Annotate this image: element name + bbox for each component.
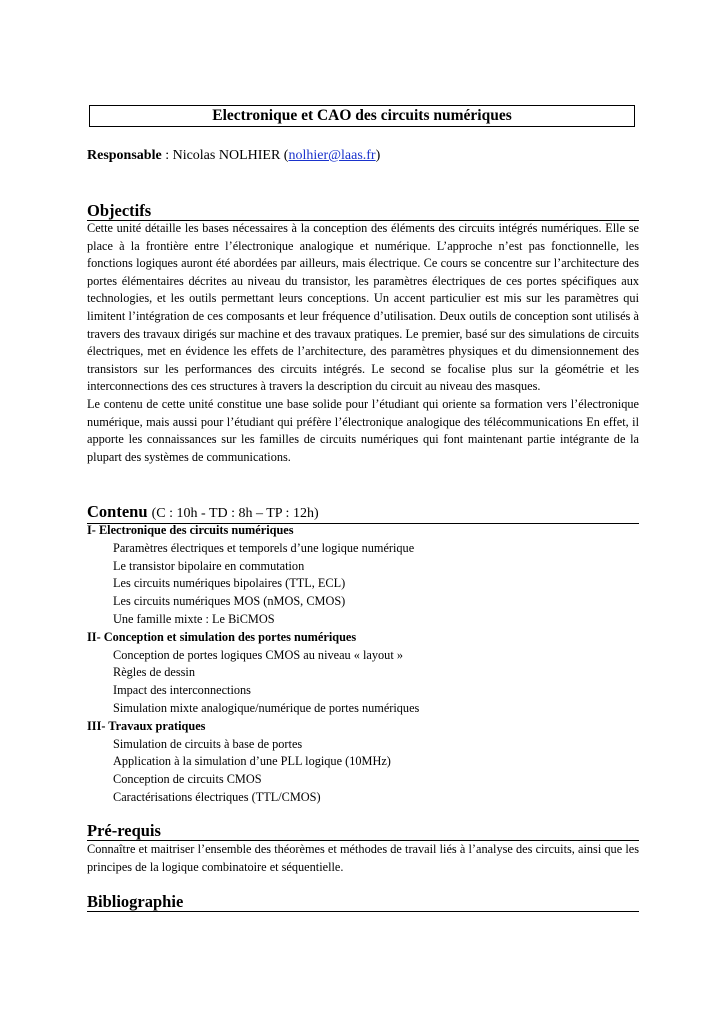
prerequis-heading <box>87 821 639 841</box>
responsable-email-link[interactable]: nolhier@laas.fr <box>288 148 376 163</box>
objectifs-heading <box>87 201 639 221</box>
list-item: Les circuits numériques MOS (nMOS, CMOS) <box>113 594 346 609</box>
list-item: Le transistor bipolaire en commutation <box>113 558 305 573</box>
contenu-heading <box>87 502 639 524</box>
list-item: Simulation de circuits à base de portes <box>113 736 303 751</box>
prerequis-paragraph: Connaître et maitriser l’ensemble des théorèmes et méthodes de travail liés à l’analyse des circuits, ainsi que les principes de la logique combinatoire et séquentielle. <box>87 842 639 874</box>
bibliographie-heading-text: Bibliographie <box>87 892 184 911</box>
list-item: Caractérisations électriques (TTL/CMOS) <box>113 789 321 804</box>
list-item: Paramètres électriques et temporels d’une logique numérique <box>113 540 415 555</box>
responsable-line <box>87 147 380 165</box>
objectifs-paragraph-1: Cette unité détaille les bases nécessaires à la conception des éléments des circuits intégrés numériques. Elle se place à la frontière entre l’électronique analogique et numérique. L’approche n’est pas fonctionnelle, les fonctions logiques auront été abordées par ailleurs, mais électrique. Ce cours se concentre sur l’architecture des portes élémentaires décrites au niveau du transistor, les paramètres électriques de ces portes spécifiques aux technologies, et les outils permettant leurs conceptions. Un accent particulier est mis sur les paramètres qui limitent l’intégration de ces composants et leur fréquence d’utilisation. Deux outils de conception sont utilisés à travers des travaux dirigés sur machine et des travaux pratiques. Le premier, basé sur des simulations de circuits électriques, met en évidence les effets de l’architecture, des paramètres physiques et du dimensionnement des transistors sur les performances des circuits intégrés. Le second se focalise plus sur la géométrie et les interconnections des ces structures à travers la description du circuit au niveau des masques. <box>87 221 639 394</box>
responsable-name: : Nicolas NOLHIER ( <box>161 148 289 163</box>
responsable-close: ) <box>375 148 381 163</box>
list-item: Une famille mixte : Le BiCMOS <box>113 611 275 626</box>
list-item: Conception de portes logiques CMOS au niveau « layout » <box>113 647 403 662</box>
prerequis-heading-text: Pré-requis <box>87 821 161 840</box>
responsable-label: Responsable <box>87 148 162 163</box>
bibliographie-heading <box>87 892 639 912</box>
list-item: Conception de circuits CMOS <box>113 772 262 787</box>
list-item: Règles de dessin <box>113 665 195 680</box>
section-title: II- Conception et simulation des portes numériques <box>87 629 357 644</box>
objectifs-body <box>87 220 639 466</box>
list-item: Application à la simulation d’une PLL logique (10MHz) <box>113 754 391 769</box>
section-title: I- Electronique des circuits numériques <box>87 523 294 537</box>
objectifs-heading-text: Objectifs <box>87 201 152 220</box>
list-item: Impact des interconnections <box>113 683 251 698</box>
contenu-hours: (C : 10h - TD : 8h – TP : 12h) <box>151 506 319 521</box>
contenu-list <box>87 522 639 807</box>
list-item: Simulation mixte analogique/numérique de portes numériques <box>113 700 420 715</box>
list-item: Les circuits numériques bipolaires (TTL, ECL) <box>113 576 346 591</box>
prerequis-body <box>87 841 639 876</box>
objectifs-paragraph-2: Le contenu de cette unité constitue une base solide pour l’étudiant qui oriente sa formation vers l’électronique numérique, mais aussi pour l’étudiant qui préfère l’électronique analogique des télécommunications En effet, il apporte les connaissances sur les familles de circuits numériques qui font maintenant partie intégrante de la plupart des systèmes de communications. <box>87 396 639 464</box>
document-title: Electronique et CAO des circuits numériques <box>89 105 635 127</box>
section-title: III- Travaux pratiques <box>87 718 206 733</box>
contenu-heading-text: Contenu <box>87 502 148 521</box>
